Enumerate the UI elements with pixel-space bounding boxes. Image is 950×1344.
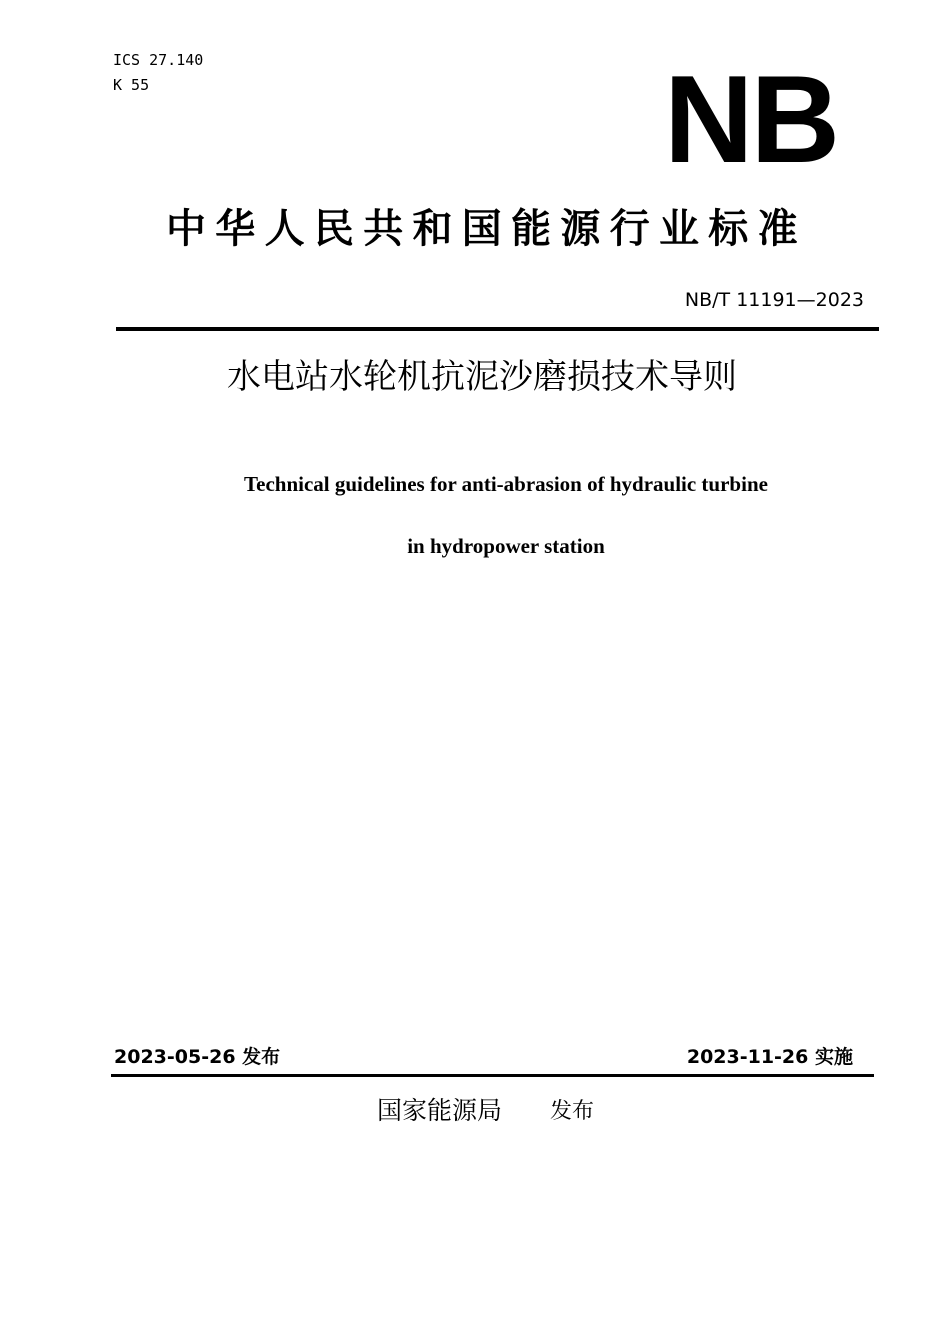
industry-standard-title: 中华人民共和国能源行业标准 [166,206,807,252]
classification-codes [113,48,203,98]
issue-date: 2023-05-26 发布 [114,1046,281,1068]
nb-logo: NB [664,51,838,189]
english-title-line-1: Technical guidelines for anti-abrasion of hydraulic turbine [244,472,768,496]
standard-number: NB/T 11191—2023 [684,289,864,311]
issuing-authority: 国家能源局 [377,1096,503,1125]
implementation-date: 2023-11-26 实施 [686,1046,853,1068]
issuing-action: 发布 [550,1099,595,1124]
bottom-divider [111,1074,874,1077]
ics-code: ICS 27.140 [113,51,204,69]
chinese-title: 水电站水轮机抗泥沙磨损技术导则 [227,357,737,397]
top-divider [116,327,879,331]
ccs-code: K 55 [113,76,150,94]
english-title-line-2: in hydropower station [407,534,605,558]
